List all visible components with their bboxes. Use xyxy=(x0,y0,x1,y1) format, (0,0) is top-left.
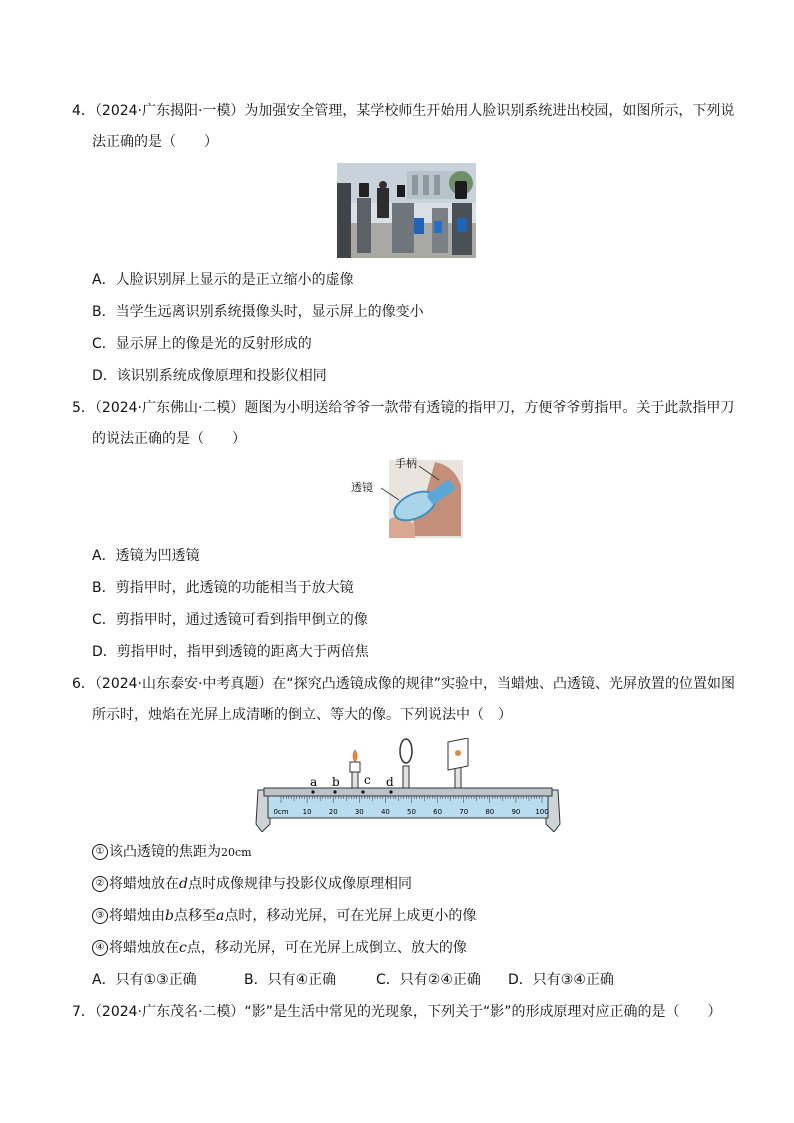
q5-option-d: D．剪指甲时，指甲到透镜的距离大于两倍焦 xyxy=(92,644,369,660)
point-d-label: d xyxy=(386,775,394,789)
ruler-tick-label: 20 xyxy=(328,808,338,816)
q5-option-b: B．剪指甲时，此透镜的功能相当于放大镜 xyxy=(92,580,354,596)
statement-number-4: ④ xyxy=(92,940,108,956)
q6-option-b: B．只有④正确 xyxy=(244,972,337,988)
ruler-tick-label: 100 xyxy=(535,808,549,816)
ruler-tick-label: 90 xyxy=(511,808,521,816)
q6-statement-1: ① 该凸透镜的焦距为20cm xyxy=(92,842,252,863)
q4-stem-line2: 法正确的是（ ） xyxy=(92,134,218,150)
ruler-tick-label: 60 xyxy=(433,808,443,816)
q4-option-c: C．显示屏上的像是光的反射形成的 xyxy=(92,336,312,352)
q6-option-d: D．只有③④正确 xyxy=(508,972,614,988)
q5-stem-line1: 5．（2024·广东佛山·二模）题图为小明送给爷爷一款带有透镜的指甲刀，方便爷爷剪指甲。关于此款指甲刀 xyxy=(72,400,735,416)
label-lens: 透镜 xyxy=(351,481,373,494)
ruler-tick-label: 30 xyxy=(354,808,364,816)
q6-options xyxy=(92,970,614,990)
ruler-tick-label: 0cm xyxy=(273,808,289,816)
q4-stem-line1: 4．（2024·广东揭阳·一模）为加强安全管理，某学校师生开始用人脸识别系统进出校园，如图所示，下列说 xyxy=(72,103,735,119)
ruler-tick-label: 70 xyxy=(459,808,469,816)
point-c-label: c xyxy=(364,773,371,787)
q6-option-c: C．只有②④正确 xyxy=(376,972,481,988)
statement-number-3: ③ xyxy=(92,908,108,924)
q4-option-b: B．当学生远离识别系统摄像头时，显示屏上的像变小 xyxy=(92,304,424,320)
face-recognition-gate-photo xyxy=(337,163,476,258)
label-handle: 手柄 xyxy=(395,457,417,470)
ruler-tick-label: 10 xyxy=(302,808,312,816)
nail-clipper-with-lens-photo xyxy=(345,456,465,540)
point-a-label: a xyxy=(310,775,318,789)
q6-stem-line1: 6．（2024·山东泰安·中考真题）在“探究凸透镜成像的规律”实验中，当蜡烛、凸透镜、光屏放置的位置如图 xyxy=(72,676,735,692)
ruler-tick-label: 50 xyxy=(407,808,416,816)
q6-option-a: A．只有①③正确 xyxy=(92,972,197,988)
q6-statement-2: ② 将蜡烛放在d点时成像规律与投影仪成像原理相同 xyxy=(92,874,412,894)
statement-number-1: ① xyxy=(92,844,108,860)
q6-stem-line2: 所示时，烛焰在光屏上成清晰的倒立、等大的像。下列说法中（ ） xyxy=(92,707,512,723)
q7-stem-line1: 7．（2024·广东茂名·二模）“影”是生活中常见的光现象，下列关于“影”的形成原理对应正确的是（ ） xyxy=(72,1004,722,1020)
ruler-tick-label: 40 xyxy=(380,808,390,816)
statement-number-2: ② xyxy=(92,876,108,892)
ruler-tick-label: 80 xyxy=(485,808,495,816)
q4-option-d: D．该识别系统成像原理和投影仪相同 xyxy=(92,368,327,384)
optical-bench-diagram xyxy=(252,738,564,832)
q5-option-c: C．剪指甲时，通过透镜可看到指甲倒立的像 xyxy=(92,612,368,628)
point-b-label: b xyxy=(332,775,340,789)
q5-option-a: A．透镜为凹透镜 xyxy=(92,548,200,564)
q6-statement-4: ④ 将蜡烛放在c点，移动光屏，可在光屏上成倒立、放大的像 xyxy=(92,938,467,958)
q6-statement-3: ③ 将蜡烛由b点移至a点时，移动光屏，可在光屏上成更小的像 xyxy=(92,906,476,926)
q5-stem-line2: 的说法正确的是（ ） xyxy=(92,431,246,447)
q4-option-a: A．人脸识别屏上显示的是正立缩小的虚像 xyxy=(92,272,354,288)
